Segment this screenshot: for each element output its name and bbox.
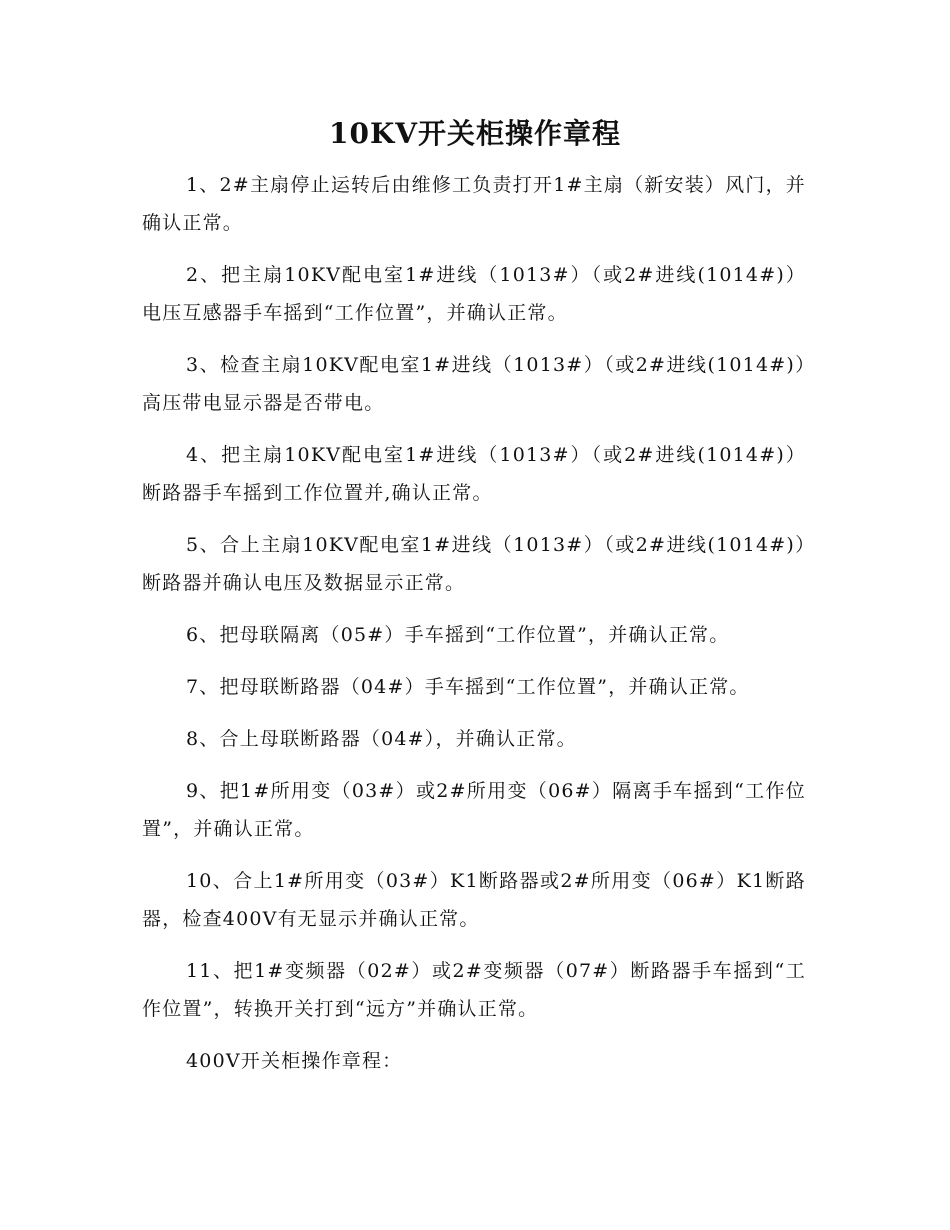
document-body: [142, 166, 806, 1094]
paragraph-9: 9、把1#所用变（03#）或2#所用变（06#）隔离手车摇到“工作位置”，并确认正常。: [142, 780, 806, 840]
paragraph-3: 3、检查主扇10KV配电室1#进线（1013#）（或2#进线(1014#)）高压带电显示器是否带电。: [142, 354, 806, 414]
paragraph-8: 8、合上母联断路器（04#），并确认正常。: [186, 728, 577, 750]
paragraph-6: 6、把母联隔离（05#）手车摇到“工作位置”，并确认正常。: [186, 624, 730, 646]
section-heading-400v: 400V开关柜操作章程：: [186, 1050, 403, 1072]
paragraph-10: 10、合上1#所用变（03#）K1断路器或2#所用变（06#）K1断路器，检查400V有无显示并确认正常。: [142, 870, 806, 930]
paragraph-7: 7、把母联断路器（04#）手车摇到“工作位置”，并确认正常。: [186, 676, 750, 698]
document-title: 10KV开关柜操作章程: [328, 117, 622, 150]
paragraph-1: 1、2#主扇停止运转后由维修工负责打开1#主扇（新安装）风门，并确认正常。: [142, 174, 806, 234]
paragraph-2: 2、把主扇10KV配电室1#进线（1013#）（或2#进线(1014#)）电压互感器手车摇到“工作位置”，并确认正常。: [142, 264, 806, 324]
paragraph-4: 4、把主扇10KV配电室1#进线（1013#）（或2#进线(1014#)）断路器手车摇到工作位置并,确认正常。: [142, 444, 806, 504]
paragraph-5: 5、合上主扇10KV配电室1#进线（1013#）（或2#进线(1014#)）断路器并确认电压及数据显示正常。: [142, 534, 806, 594]
paragraph-11: 11、把1#变频器（02#）或2#变频器（07#）断路器手车摇到“工作位置”，转换开关打到“远方”并确认正常。: [142, 960, 806, 1020]
